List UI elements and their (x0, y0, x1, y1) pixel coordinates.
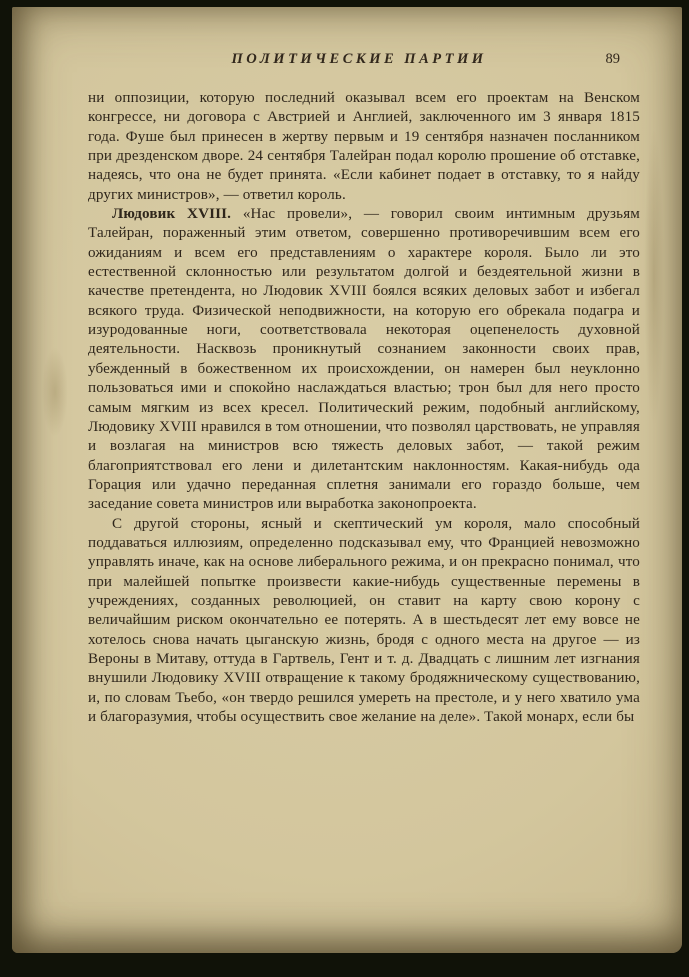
book-page (12, 7, 682, 953)
paragraph-2 (88, 205, 640, 515)
page-number: 89 (605, 51, 620, 67)
running-title: ПОЛИТИЧЕСКИЕ ПАРТИИ (231, 51, 487, 67)
paragraph-2-text: «Нас провели», — говорил своим интимным друзьям Талейран, пораженный этим ответом, совершенно противоречившим всем его ожиданиям и всем его представлениям о характере короля. Было ли это естественной склонностью или результатом долгой и бездеятельной жизни в качестве претендента, но Людовик XVIII боялся всяких деловых забот и избегал всякого труда. Физической неподвижности, на которую его обрекала подагра и изуродованные ноги, соответствовала некоторая оцепенелость духовной деятельности. Насквозь проникнутый сознанием законности своих прав, убежденный в божественном их происхождении, он намерен был неуклонно пользоваться ими и спокойно наслаждаться властью; трон был для него просто самым мягким из всех кресел. Политический режим, подобный английскому, Людовику XVIII нравился в том отношении, что позволял царствовать, не управляя и возлагая на министров всю тяжесть деловых забот, — такой режим благоприятствовал его лени и дилетантским наклонностям. Какая-нибудь ода Горация или удачно переданная сплетня занимали его гораздо больше, чем заседание совета министров или выработка законопроекта. (88, 206, 640, 513)
paper-stain (644, 127, 664, 427)
page-header (92, 51, 626, 73)
paper-stain (42, 347, 68, 437)
paragraph-3: С другой стороны, ясный и скептический ум короля, мало способный поддаваться иллюзиям, определенно подсказывал ему, что Францией невозможно управлять иначе, как на основе либерального режима, и он прекрасно понимал, что при малейшей попытке произвести какие-нибудь существенные перемены в учреждениях, созданных революцией, он ставит на карту свою корону с величайшим риском окончательно ее потерять. А в шестьдесят лет ему вовсе не хотелось снова начать цыганскую жизнь, бродя с одного места на другое — из Вероны в Митаву, оттуда в Гартвель, Гент и т. д. Двадцать с лишним лет изгнания внушили Людовику XVIII отвращение к такому бродяжническому существованию, и, по словам Тьебо, «он твердо решился умереть на престоле, и у него хватило ума и благоразумия, чтобы осуществить свое желание на деле». Такой монарх, если бы (88, 515, 640, 725)
paragraph-1: ни оппозиции, которую последний оказывал всем его проектам на Венском конгрессе, ни договора с Австрией и Англией, заключенного им 3 января 1815 года. Фуше был принесен в жертву первым и 19 сентября назначен посланником при дрезденском дворе. 24 сентября Талейран подал королю прошение об отставке, надеясь, что она не будет принята. «Если кабинет подает в отставку, то я найду других министров», — ответил король. (88, 90, 640, 203)
body-text (88, 89, 640, 727)
paragraph-2-lead: Людовик XVIII. (112, 206, 232, 223)
